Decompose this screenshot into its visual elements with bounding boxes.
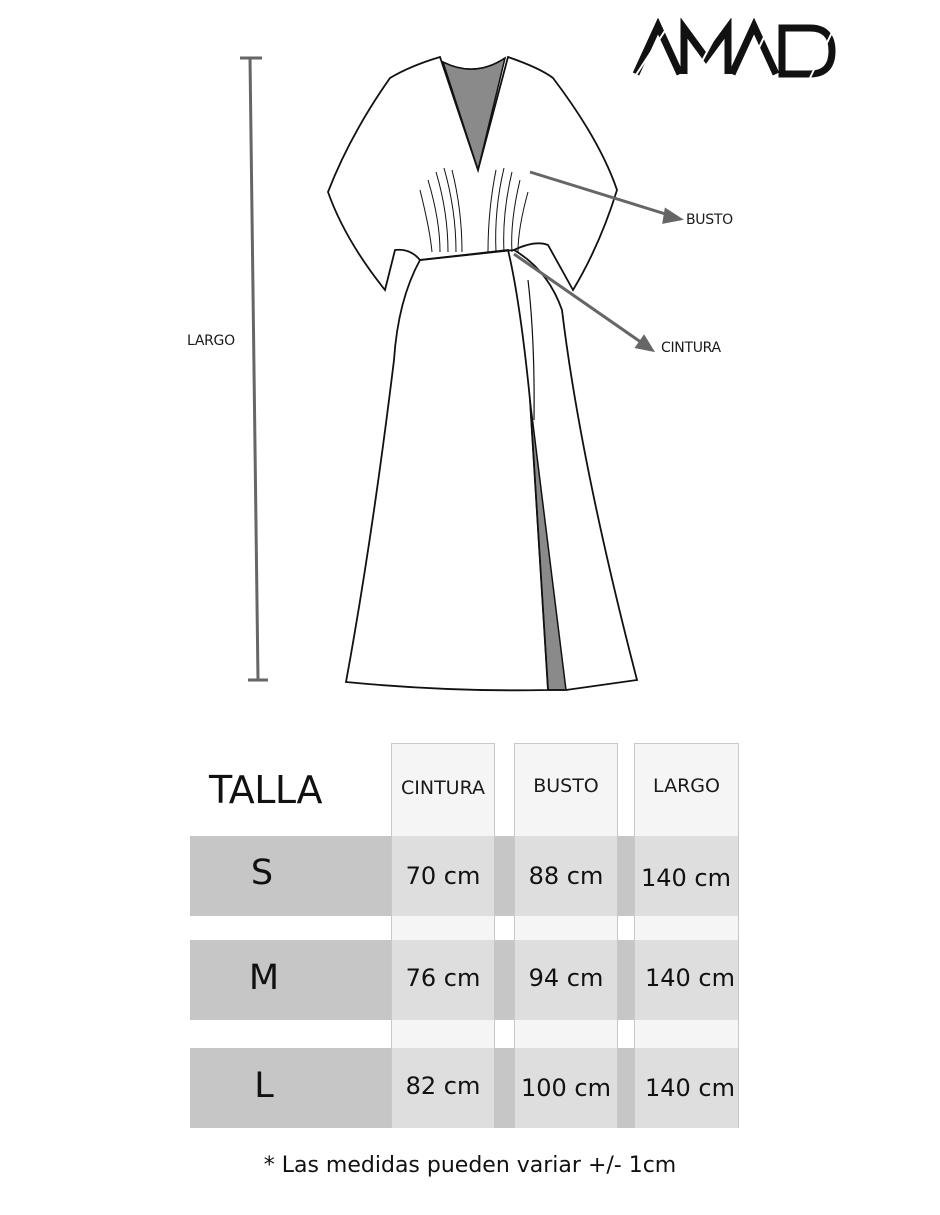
cell-l-busto: 100 cm [520, 1074, 611, 1102]
cell-s-cintura: 70 cm [405, 862, 481, 890]
cintura-label: CINTURA [661, 340, 721, 356]
slit-lining [530, 400, 566, 690]
cell-m-largo: 140 cm [644, 964, 735, 992]
cell-l-cintura: 82 cm [405, 1072, 481, 1100]
cell-l-largo: 140 cm [644, 1074, 735, 1102]
size-label-m: M [248, 958, 280, 998]
column-header-largo: LARGO [653, 775, 720, 797]
size-label-s: S [250, 853, 274, 893]
busto-label: BUSTO [686, 212, 733, 228]
largo-label: LARGO [187, 333, 235, 349]
footnote: * Las medidas pueden variar +/- 1cm [263, 1153, 677, 1178]
neck-lining [443, 58, 505, 170]
column-header-cintura: CINTURA [400, 777, 486, 799]
dress-skirt [346, 250, 548, 690]
cell-s-largo: 140 cm [640, 864, 731, 892]
dress-skirt-right [514, 250, 637, 690]
cell-m-cintura: 76 cm [405, 964, 481, 992]
size-label-l: L [254, 1066, 274, 1106]
cell-m-busto: 94 cm [528, 964, 604, 992]
cell-s-busto: 88 cm [528, 862, 604, 890]
talla-heading: TALLA [209, 768, 322, 812]
largo-measure-line [240, 58, 268, 680]
column-header-busto: BUSTO [533, 775, 599, 797]
